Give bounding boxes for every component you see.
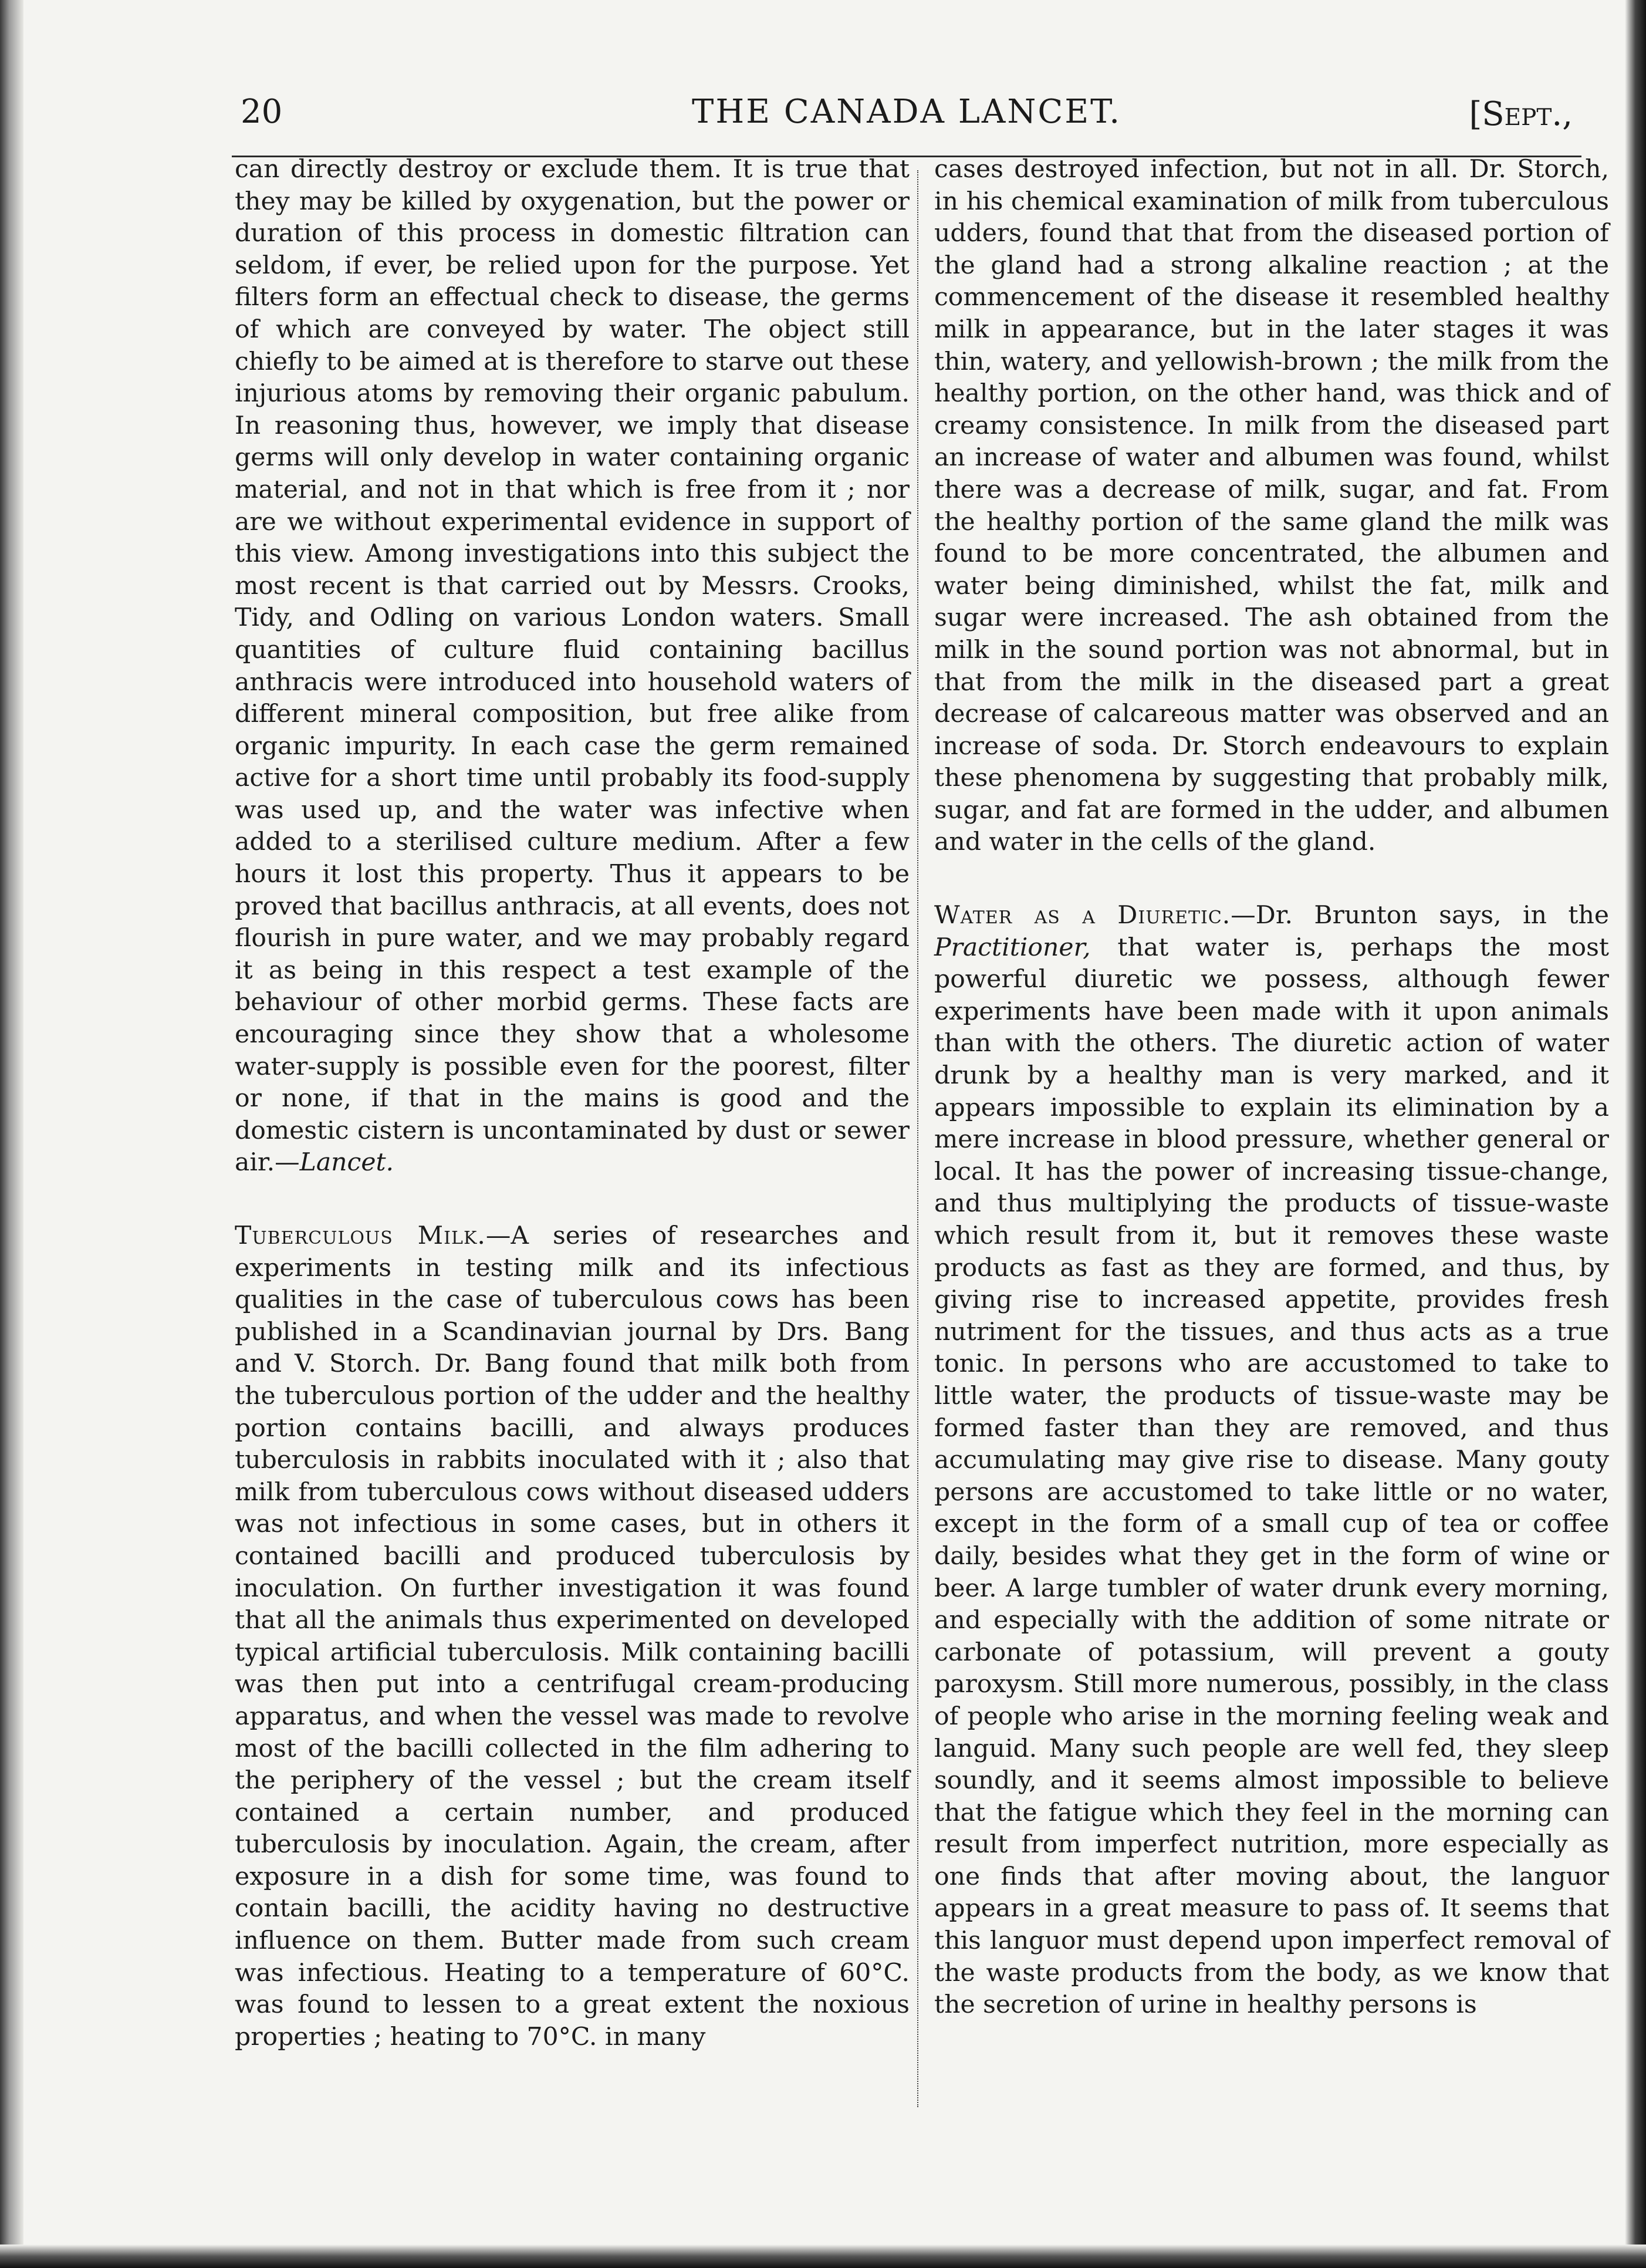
paragraph-text: cases destroyed infection, but not in all. Dr. Storch, in his chemical examination of milk from tuberculous udders, found that that from the diseased portion of the gland had a strong alkaline reaction ; at the commencement of the disease it resembled healthy milk in appearance, but in the later stages it was thin, watery, and yellowish-brown ; the milk from the healthy portion, on the other hand, was thick and of creamy consistence. In milk from the diseased part an increase of water and albumen was found, whilst there was a decrease of milk, sugar, and fat. From the healthy portion of the same gland the milk was found to be more concentrated, the albumen and water being diminished, whilst the fat, milk and sugar were increased. The ash obtained from the milk in the sound portion was not abnormal, but in that from the milk in the diseased part a great decrease of calcareous matter was observed and an increase of soda. Dr. Storch endeavours to explain these phenomena by suggesting that probably milk, sugar, and fat are formed in the udder, and albumen and water in the cells of the gland. [934, 155, 1609, 857]
page-number: 20 [241, 93, 283, 131]
paragraph-text: —Dr. Brunton says, in the [1231, 901, 1609, 930]
column-divider [917, 170, 918, 2107]
page-header [241, 88, 1573, 158]
page-bottom-shadow [0, 2245, 1646, 2268]
left-column [235, 154, 910, 2053]
paragraph-water-filtration [235, 154, 910, 1179]
running-title: THE CANADA LANCET. [691, 93, 1121, 131]
section-heading: Tuberculous Milk. [235, 1221, 486, 1250]
paragraph-text: that water is, perhaps the most powerful diuretic we possess, although fewer experiments have been made with it upon animals than with the others. The diuretic action of water drunk by a healthy man is very marked, and it appears impossible to explain its elimination by a mere increase in blood pressure, whether general or local. It has the power of increasing tissue-change, and thus multiplying the products of tissue-waste which result from it, but it removes these waste products as fast as they are formed, and thus, by giving rise to increased appetite, provides fresh nutriment for the tissues, and thus acts as a true tonic. In persons who are accustomed to take to little water, the products of tissue-waste may be formed faster than they are removed, and thus accumulating may give rise to disease. Many gouty persons are accustomed to take little or no water, except in the form of a small cup of tea or coffee daily, besides what they get in the form of wine or beer. A large tumbler of water drunk every morning, and especially with the addition of some nitrate or carbonate of potassium, will prevent a gouty paroxysm. Still more numerous, possibly, in the class of people who arise in the morning feeling weak and languid. Many such people are well fed, they sleep soundly, and it seems almost impossible to believe that the fatigue which they feel in the morning can result from imperfect nutrition, more especially as one finds that after moving about, the languor appears in a great measure to pass of. It seems that this languor must depend upon imperfect removal of the waste products from the body, as we know that the secretion of urine in healthy persons is [934, 933, 1609, 2020]
paragraph-milk-examination [934, 154, 1609, 859]
source-citation: Lancet. [299, 1148, 394, 1177]
right-column [934, 154, 1609, 2021]
binding-edge [0, 0, 23, 2268]
paragraph-water-diuretic [934, 900, 1609, 2021]
page-edge-shadow [1625, 0, 1646, 2268]
journal-title: Practitioner, [934, 933, 1091, 962]
section-heading: Water as a Diuretic. [934, 901, 1231, 930]
paragraph-text: can directly destroy or exclude them. It is true that they may be killed by oxygenation, but the power or duration of this process in domestic filtration can seldom, if ever, be relied upon for the purpose. Yet filters form an effectual check to disease, the germs of which are conveyed by water. The object still chiefly to be aimed at is therefore to starve out these injurious atoms by removing their organic pabulum. In reasoning thus, however, we imply that disease germs will only develop in water containing organic material, and not in that which is free from it ; nor are we without experimental evidence in support of this view. Among investigations into this subject the most recent is that carried out by Messrs. Crooks, Tidy, and Odling on various London waters. Small quantities of culture fluid containing bacillus anthracis were introduced into household waters of different mineral composition, but free alike from organic impurity. In each case the germ remained active for a short time until probably its food-supply was used up, and the water was infective when added to a sterilised culture medium. After a few hours it lost this property. Thus it appears to be proved that bacillus anthracis, at all events, does not flourish in pure water, and we may probably regard it as being in this respect a test example of the behaviour of other morbid germs. These facts are encouraging since they show that a wholesome water-supply is possible even for the poorest, filter or none, if that in the mains is good and the domestic cistern is uncontaminated by dust or sewer air.— [235, 155, 910, 1177]
issue-month: [Sept., [1469, 95, 1573, 133]
paragraph-text: —A series of researches and experiments in testing milk and its infectious qualities in the case of tuberculous cows has been published in a Scandinavian journal by Drs. Bang and V. Storch. Dr. Bang found that milk both from the tuberculous portion of the udder and the healthy portion contains bacilli, and always produces tuberculosis in rabbits inoculated with it ; also that milk from tuberculous cows without diseased udders was not infectious in some cases, but in others it contained bacilli and produced tuberculosis by inoculation. On further investigation it was found that all the animals thus experimented on developed typical artificial tuberculosis. Milk containing bacilli was then put into a centrifugal cream-producing apparatus, and when the vessel was made to revolve most of the bacilli collected in the film adhering to the periphery of the vessel ; but the cream itself contained a certain number, and produced tuberculosis by inoculation. Again, the cream, after exposure in a dish for some time, was found to contain bacilli, the acidity having no destructive influence on them. Butter made from such cream was infectious. Heating to a temperature of 60°C. was found to lessen to a great extent the noxious properties ; heating to 70°C. in many [235, 1221, 910, 2051]
paragraph-tuberculous-milk [235, 1220, 910, 2053]
